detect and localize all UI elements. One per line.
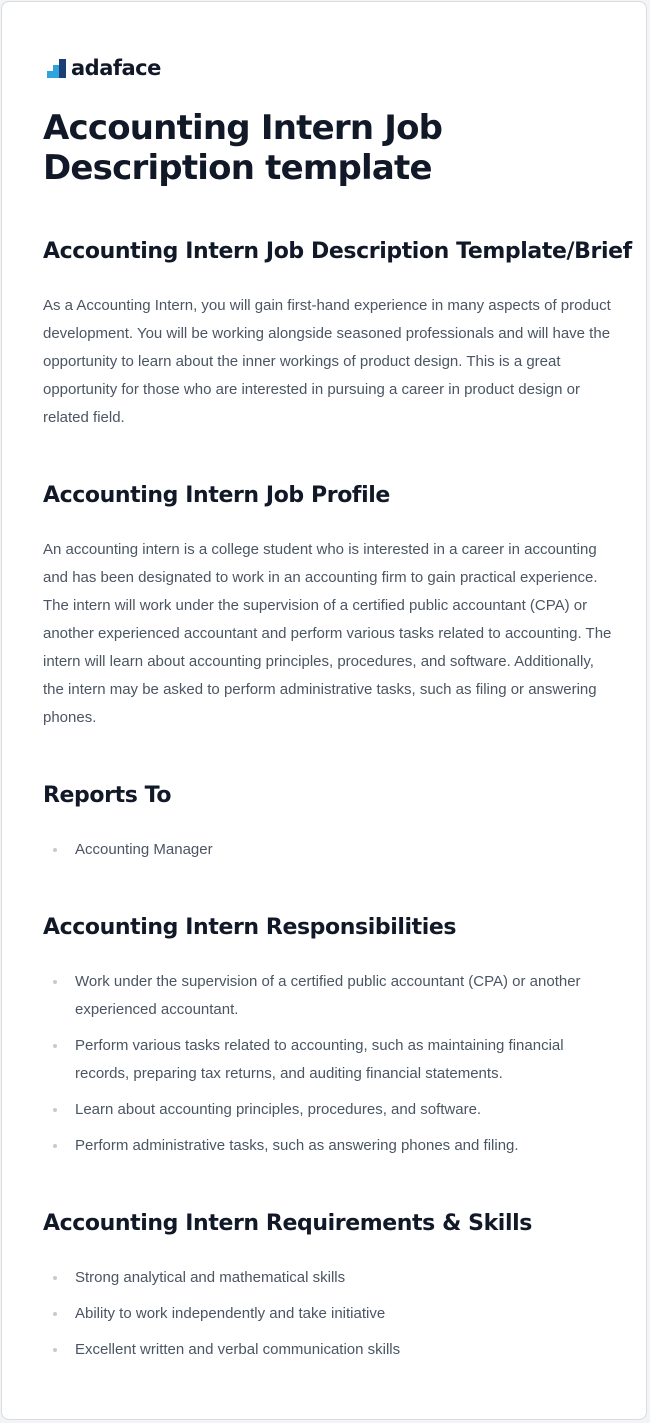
bullet-icon [53, 980, 57, 984]
list-item: Excellent written and verbal communication skills [43, 1336, 603, 1364]
page-title: Accounting Intern Job Description template [43, 108, 443, 188]
bullet-icon [53, 1312, 57, 1316]
profile-body: An accounting intern is a college student who is interested in a career in accounting and has been designated to work in an accounting firm to gain practical experience. The intern will work under the supervision of a certified public accountant (CPA) or another experienced accountant and perform various tasks related to accounting. The intern will learn about accounting principles, procedures, and software. Additionally, the intern may be asked to perform administrative tasks, such as filing or answering phones. [43, 541, 612, 726]
list-item: Strong analytical and mathematical skills [43, 1264, 603, 1292]
list-item: Accounting Manager [43, 836, 603, 864]
list-item: Perform various tasks related to accounting, such as maintaining financial records, preparing tax returns, and auditing financial statements. [43, 1032, 603, 1088]
requirements-list [43, 1264, 603, 1372]
profile-heading: Accounting Intern Job Profile [43, 483, 390, 508]
list-item: Perform administrative tasks, such as answering phones and filing. [43, 1132, 603, 1160]
bullet-icon [53, 1108, 57, 1112]
bullet-icon [53, 1348, 57, 1352]
responsibilities-heading: Accounting Intern Responsibilities [43, 915, 457, 940]
brief-body: As a Accounting Intern, you will gain first-hand experience in many aspects of product development. You will be working alongside seasoned professionals and will have the opportunity to learn about the inner workings of product design. This is a great opportunity for those who are interested in pursuing a career in product design or related field. [43, 297, 611, 426]
list-item: Learn about accounting principles, procedures, and software. [43, 1096, 603, 1124]
brief-heading: Accounting Intern Job Description Template/Brief [43, 239, 632, 264]
bullet-icon [53, 1044, 57, 1048]
brand-logo[interactable] [47, 55, 161, 79]
bullet-icon [53, 1276, 57, 1280]
bullet-icon [53, 848, 57, 852]
reports-to-list [43, 836, 603, 872]
reports-to-heading: Reports To [43, 783, 172, 808]
list-item: Ability to work independently and take initiative [43, 1300, 603, 1328]
brand-name: adaface [71, 56, 161, 80]
adaface-logo-icon [47, 59, 67, 79]
list-item: Work under the supervision of a certified public accountant (CPA) or another experienced accountant. [43, 968, 603, 1024]
requirements-heading: Accounting Intern Requirements & Skills [43, 1211, 532, 1236]
bullet-icon [53, 1144, 57, 1148]
content-card [1, 1, 647, 1420]
responsibilities-list [43, 968, 603, 1168]
